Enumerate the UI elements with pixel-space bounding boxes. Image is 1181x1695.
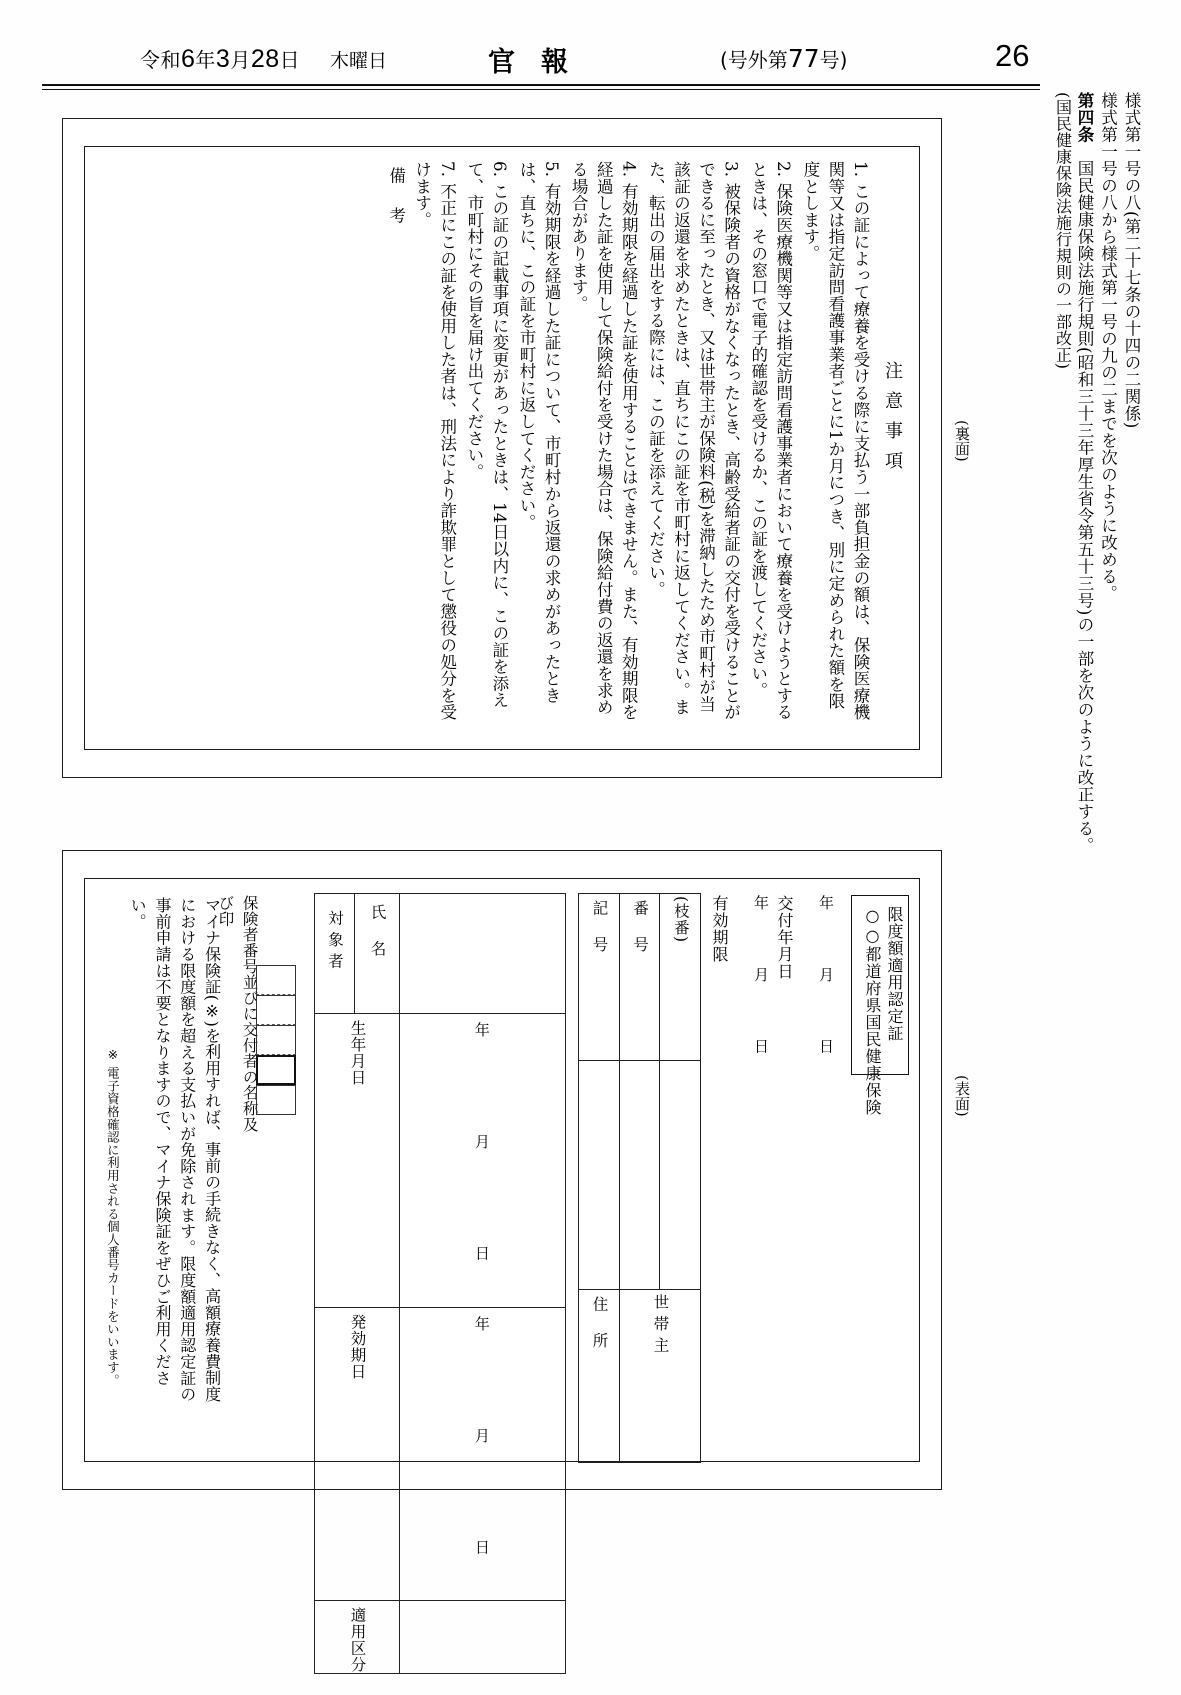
cell-seinengappi-label: [314, 1014, 399, 1308]
remarks-label: 備 考: [386, 167, 406, 233]
preamble-heading: (国民健康保険法施行規則の一部改正): [1053, 92, 1073, 370]
day-value: 28: [250, 45, 280, 73]
preamble-article: [1075, 92, 1094, 854]
insurer-label: 保険者番号並びに交付者の名称及び印: [216, 895, 259, 1132]
insurer-number-box[interactable]: [256, 965, 296, 995]
cell-seinengappi-value[interactable]: [399, 1014, 565, 1308]
seinengappi-label: 生年月日: [348, 1020, 367, 1086]
insurer-block: [216, 895, 302, 1463]
header-rule-top: [42, 84, 1040, 86]
juusho-label: 住 所: [590, 1295, 609, 1356]
cell-tekiyoukubun-value[interactable]: [399, 1601, 565, 1674]
cell-bangou-value[interactable]: [619, 1060, 660, 1289]
cell-hakkoukijitsu-value[interactable]: [399, 1307, 565, 1601]
myna-note: マイナ保険証(※)を利用すれば、事前の手続きなく、高額療養費制度における限度額を超える支払いが免除されます。限度額適用認定証の事前申請は不要となりますので、マイナ保険証をぜひご利用ください。: [128, 897, 222, 1403]
cell-edaban-value[interactable]: [660, 1060, 701, 1289]
notice-content: [85, 147, 921, 751]
cell-setainushi-group: [619, 1289, 700, 1462]
seinengappi-value: 年 月 日: [472, 1022, 491, 1307]
issue-number: 77: [787, 44, 820, 73]
notice-item: 5. 有効期限を経過した証について、市町村から返還の求めがあったときは、直ちに、この証を市町村に返してください。: [516, 161, 562, 704]
shimei-label: 氏 名: [368, 904, 387, 964]
setainushi-label: 世帯主: [651, 1293, 670, 1359]
month-unit: 月: [230, 48, 251, 72]
insurer-number-box[interactable]: [256, 1085, 296, 1115]
issue-date-label: 交付年月日: [775, 895, 794, 980]
notice-item: 4. 有効期限を経過した証を使用することはできません。また、有効期限を経過した証を使用して保険給付を受けた場合は、保険給付費の返還を求める場合があります。: [569, 161, 639, 721]
certificate-content: [85, 879, 921, 1674]
cell-tekiyoukubun-label: [314, 1601, 399, 1674]
issue-prefix: (号外第: [720, 48, 788, 72]
taishousha-label: 対象者: [325, 910, 344, 975]
validity-label: 有効期限: [710, 895, 729, 963]
cell-kigou-label: [578, 894, 619, 1061]
insurer-number-boxes[interactable]: [256, 965, 296, 1115]
issue-suffix: 号): [819, 48, 848, 72]
cell-edaban-label: [660, 894, 701, 1061]
certificate-notes: [95, 897, 224, 1463]
preamble-amend-instruction: 様式第一号の八から様式第一号の九の二までを次のように改める。: [1098, 92, 1118, 602]
cell-kigou-value[interactable]: [578, 1060, 619, 1289]
issue-number-label: [720, 44, 847, 73]
article-number: 第四条: [1075, 92, 1094, 143]
certificate-table: [578, 893, 701, 1463]
hakkoukijitsu-label: 発効期日: [348, 1313, 367, 1380]
certificate-subject-table: [314, 893, 566, 1674]
tekiyoukubun-label: 適用区分: [348, 1607, 367, 1674]
notice-heading: 注意事項: [882, 361, 903, 481]
amendment-preamble: [1050, 92, 1141, 854]
day-unit: 日: [279, 48, 301, 72]
certificate-title-name: 限度額適用認定証: [885, 906, 904, 1042]
table-row: [578, 894, 700, 1061]
notice-item: 3. 被保険者の資格がなくなったとき、高齢受給者証の交付を受けることができるに至ったとき、又は世帯主が保険料(税)を滞納したため市町村が当該証の返還を求めたときは、直ちにこの証を市町村に返してください。また、転出の届出をする際には、この証を添えてください。: [646, 161, 741, 721]
issue-date-value: 年 月 日: [817, 895, 835, 1080]
cell-taishousha-label: [314, 894, 354, 1014]
ura-label: (裏面): [953, 420, 971, 462]
table-row: [578, 1289, 700, 1462]
notice-item: 6. この証の記載事項に変更があったときは、14日以内に、この証を添えて、市町村にその旨を届け出てください。: [464, 161, 509, 709]
insurer-number-box[interactable]: [256, 995, 296, 1025]
hakkoukijitsu-value: 年 月 日: [472, 1315, 491, 1601]
month-value: 3: [215, 45, 231, 73]
weekday: 木曜日: [330, 50, 388, 72]
bangou-label: 番 号: [631, 900, 650, 960]
edaban-label: (枝番): [671, 896, 690, 944]
cell-shimei-label: [354, 894, 399, 1014]
cell-bangou-label: [619, 894, 660, 1061]
star-note: ※ 電子資格確認に利用される個人番号カードをいいます。: [105, 1047, 121, 1387]
cell-hakkoukijitsu-label: [314, 1307, 399, 1601]
insurer-number-box-highlighted[interactable]: [256, 1055, 296, 1085]
omote-label: (表面): [953, 1075, 971, 1117]
notice-item: 2. 保険医療機関等又は指定訪問看護事業者において療養を受けようとするときは、その窓口で電子的確認を受けるか、この証を渡してください。: [748, 161, 793, 721]
insurer-number-box[interactable]: [256, 1025, 296, 1055]
preamble-form-reference: 様式第一号の八(第二十七条の十四の二関係): [1122, 92, 1141, 429]
publication-title: 官報: [488, 47, 594, 78]
article-body: 国民健康保険法施行規則(昭和三十三年厚生省令第五十三号)の一部を次のように改正する。: [1075, 160, 1094, 854]
gazette-header: [40, 38, 1040, 84]
notice-item: 1. この証によって療養を受ける際に支払う一部負担金の額は、保険医療機関等又は指定訪問看護事業者ごとに1か月につき、別に定められた額を限度とします。: [800, 161, 870, 721]
certificate-card-inner-border: [84, 878, 920, 1674]
table-row: [314, 894, 565, 1014]
kigou-label: 記 号: [590, 900, 609, 960]
validity-block: [711, 895, 833, 1080]
notice-card-inner-border: [84, 146, 920, 750]
header-rule-bottom: [42, 89, 1040, 90]
page-number: 26: [995, 38, 1030, 73]
notice-item-list: [374, 161, 873, 737]
table-row: [314, 1014, 565, 1308]
publication-date: [140, 44, 300, 74]
validity-value: 年 月 日: [752, 895, 770, 1080]
certificate-title-prefecture: ○○都道府県国民健康保険: [863, 906, 882, 1116]
table-row: [314, 1601, 565, 1674]
certificate-title-box: [851, 895, 909, 1116]
year-value: 6: [181, 45, 196, 73]
table-row: [314, 1307, 565, 1601]
cell-juusho-label: [578, 1289, 619, 1462]
cell-shimei-value[interactable]: [399, 894, 565, 1014]
table-row: [578, 1060, 700, 1289]
era-label: 令和: [140, 48, 181, 72]
year-unit: 年: [195, 48, 216, 72]
notice-item: 7. 不正にこの証を使用した者は、刑法により詐欺罪として懲役の処分を受けます。: [412, 161, 457, 721]
